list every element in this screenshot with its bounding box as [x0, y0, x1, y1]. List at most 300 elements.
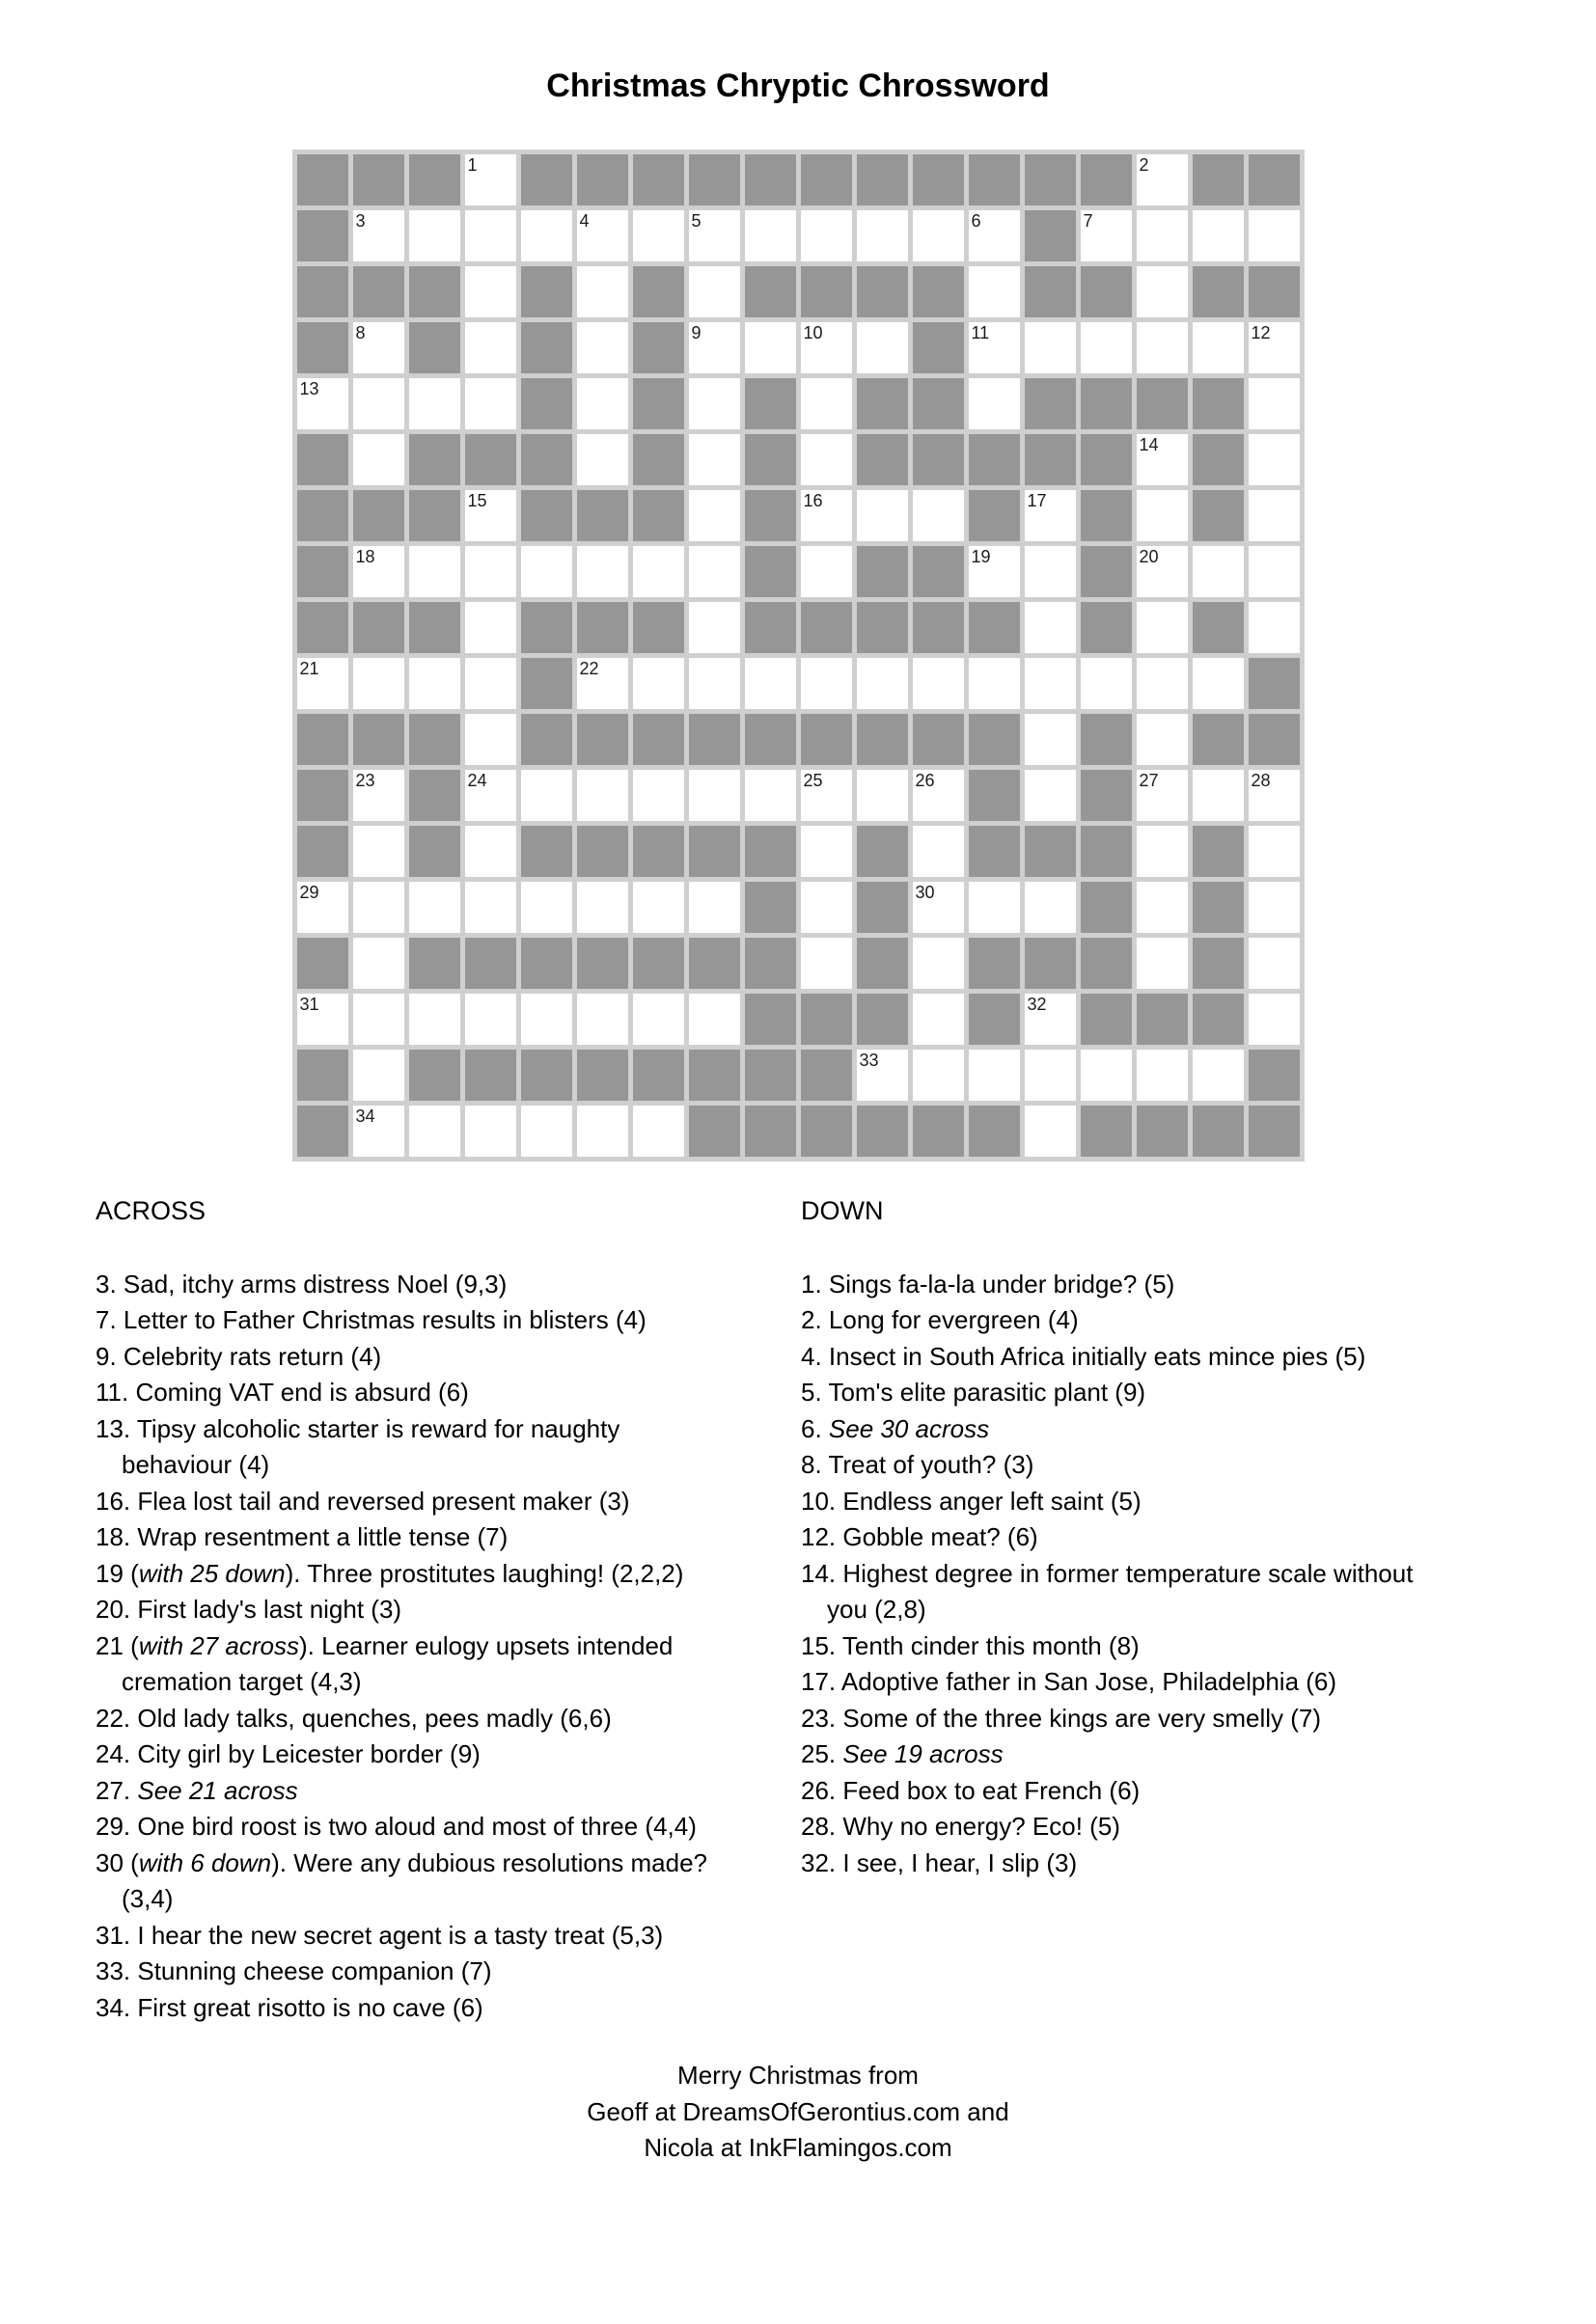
open-cell[interactable] — [1025, 658, 1076, 709]
open-cell[interactable] — [1025, 714, 1076, 765]
open-cell[interactable] — [801, 490, 852, 541]
cell-number: 1 — [467, 155, 478, 175]
open-cell[interactable] — [577, 770, 628, 821]
blocked-cell — [745, 994, 796, 1045]
open-cell[interactable] — [1025, 322, 1076, 373]
open-cell[interactable] — [353, 994, 404, 1045]
open-cell[interactable] — [521, 770, 572, 821]
open-cell[interactable] — [801, 210, 852, 261]
open-cell[interactable] — [577, 882, 628, 933]
open-cell[interactable] — [353, 938, 404, 989]
blocked-cell — [913, 322, 964, 373]
open-cell[interactable] — [801, 378, 852, 429]
open-cell[interactable] — [913, 658, 964, 709]
blocked-cell — [1081, 770, 1132, 821]
blocked-cell — [1249, 1106, 1300, 1157]
open-cell[interactable] — [1025, 882, 1076, 933]
open-cell[interactable] — [521, 210, 572, 261]
blocked-cell — [969, 938, 1020, 989]
open-cell[interactable] — [857, 658, 908, 709]
open-cell[interactable] — [1025, 1050, 1076, 1101]
open-cell[interactable] — [465, 994, 516, 1045]
blocked-cell — [745, 1106, 796, 1157]
open-cell[interactable] — [577, 1106, 628, 1157]
open-cell[interactable] — [353, 1106, 404, 1157]
down-clue-list — [801, 1267, 1596, 1882]
cell-number: 14 — [1139, 435, 1159, 454]
open-cell[interactable] — [465, 1106, 516, 1157]
blocked-cell — [465, 1050, 516, 1101]
open-cell[interactable] — [1193, 770, 1244, 821]
clue-text: 8. Treat of youth? (3) — [801, 1450, 1034, 1479]
open-cell[interactable] — [297, 994, 348, 1045]
blocked-cell — [521, 714, 572, 765]
open-cell[interactable] — [465, 882, 516, 933]
open-cell[interactable] — [1025, 770, 1076, 821]
open-cell[interactable] — [689, 322, 740, 373]
open-cell[interactable] — [857, 1050, 908, 1101]
clue-text: ). Were any dubious resolutions made? — [271, 1847, 708, 1877]
clue-line — [96, 1375, 801, 1411]
open-cell[interactable] — [1137, 714, 1188, 765]
blocked-cell — [521, 490, 572, 541]
cell-number: 30 — [915, 883, 935, 902]
open-cell[interactable] — [689, 602, 740, 653]
open-cell[interactable] — [521, 882, 572, 933]
open-cell[interactable] — [633, 770, 684, 821]
open-cell[interactable] — [689, 490, 740, 541]
open-cell[interactable] — [913, 882, 964, 933]
open-cell[interactable] — [1025, 1106, 1076, 1157]
open-cell[interactable] — [1081, 1050, 1132, 1101]
open-cell[interactable] — [689, 210, 740, 261]
open-cell[interactable] — [1081, 210, 1132, 261]
open-cell[interactable] — [1249, 210, 1300, 261]
open-cell[interactable] — [801, 882, 852, 933]
open-cell[interactable] — [577, 322, 628, 373]
blocked-cell — [1081, 1106, 1132, 1157]
blocked-cell — [745, 602, 796, 653]
open-cell[interactable] — [1249, 490, 1300, 541]
open-cell[interactable] — [689, 994, 740, 1045]
open-cell[interactable] — [1249, 602, 1300, 653]
open-cell[interactable] — [857, 770, 908, 821]
blocked-cell — [577, 490, 628, 541]
open-cell[interactable] — [1137, 658, 1188, 709]
open-cell[interactable] — [577, 546, 628, 597]
open-cell[interactable] — [1137, 826, 1188, 877]
open-cell[interactable] — [353, 770, 404, 821]
open-cell[interactable] — [1137, 938, 1188, 989]
open-cell[interactable] — [689, 266, 740, 317]
blocked-cell — [745, 434, 796, 485]
open-cell[interactable] — [409, 378, 460, 429]
open-cell[interactable] — [465, 322, 516, 373]
blocked-cell — [633, 1050, 684, 1101]
open-cell[interactable] — [689, 378, 740, 429]
blocked-cell — [409, 322, 460, 373]
open-cell[interactable] — [745, 770, 796, 821]
clue-text: 16. Flea lost tail and reversed present maker (3) — [96, 1486, 630, 1516]
clue-line — [96, 1954, 801, 1990]
open-cell[interactable] — [409, 210, 460, 261]
open-cell[interactable] — [745, 658, 796, 709]
open-cell[interactable] — [1137, 882, 1188, 933]
clue-line — [801, 1773, 1596, 1810]
blocked-cell — [297, 546, 348, 597]
clue-text: 9. Celebrity rats return (4) — [96, 1341, 382, 1371]
cell-number: 32 — [1027, 995, 1047, 1014]
open-cell[interactable] — [913, 210, 964, 261]
clue-line — [96, 1664, 801, 1701]
blocked-cell — [297, 266, 348, 317]
cell-number: 5 — [691, 211, 702, 231]
open-cell[interactable] — [353, 826, 404, 877]
blocked-cell — [1025, 210, 1076, 261]
clue-text: 33. Stunning cheese companion (7) — [96, 1956, 492, 1985]
open-cell[interactable] — [409, 658, 460, 709]
open-cell[interactable] — [801, 938, 852, 989]
clue-line — [96, 1339, 801, 1376]
open-cell[interactable] — [1249, 434, 1300, 485]
blocked-cell — [1025, 826, 1076, 877]
blocked-cell — [577, 938, 628, 989]
open-cell[interactable] — [297, 658, 348, 709]
cell-number: 20 — [1139, 547, 1159, 566]
open-cell[interactable] — [1249, 546, 1300, 597]
open-cell[interactable] — [521, 994, 572, 1045]
blocked-cell — [745, 154, 796, 205]
blocked-cell — [857, 434, 908, 485]
blocked-cell — [745, 266, 796, 317]
open-cell[interactable] — [521, 546, 572, 597]
open-cell[interactable] — [969, 546, 1020, 597]
open-cell[interactable] — [801, 770, 852, 821]
blocked-cell — [1193, 994, 1244, 1045]
blocked-cell — [689, 714, 740, 765]
open-cell[interactable] — [689, 882, 740, 933]
clue-line — [96, 1411, 801, 1448]
open-cell[interactable] — [1193, 210, 1244, 261]
blocked-cell — [1249, 1050, 1300, 1101]
down-header: DOWN — [801, 1196, 884, 1225]
cell-number: 15 — [467, 491, 487, 510]
blocked-cell — [521, 826, 572, 877]
open-cell[interactable] — [913, 938, 964, 989]
open-cell[interactable] — [689, 770, 740, 821]
open-cell[interactable] — [633, 994, 684, 1045]
open-cell[interactable] — [857, 322, 908, 373]
blocked-cell — [297, 602, 348, 653]
open-cell[interactable] — [1081, 322, 1132, 373]
blocked-cell — [633, 266, 684, 317]
open-cell[interactable] — [465, 826, 516, 877]
open-cell[interactable] — [633, 882, 684, 933]
clue-text: 25. — [801, 1739, 843, 1768]
blocked-cell — [353, 602, 404, 653]
cell-number: 11 — [971, 323, 990, 342]
clue-cross-reference: See 19 across — [842, 1739, 1004, 1768]
blocked-cell — [913, 434, 964, 485]
blocked-cell — [857, 602, 908, 653]
blocked-cell — [297, 322, 348, 373]
blocked-cell — [857, 882, 908, 933]
open-cell[interactable] — [1025, 546, 1076, 597]
blocked-cell — [409, 826, 460, 877]
open-cell[interactable] — [969, 378, 1020, 429]
open-cell[interactable] — [801, 434, 852, 485]
open-cell[interactable] — [409, 994, 460, 1045]
open-cell[interactable] — [857, 210, 908, 261]
open-cell[interactable] — [1137, 1050, 1188, 1101]
open-cell[interactable] — [1249, 882, 1300, 933]
cell-number: 25 — [803, 771, 823, 790]
open-cell[interactable] — [1137, 770, 1188, 821]
clue-line — [96, 1267, 801, 1303]
blocked-cell — [1081, 938, 1132, 989]
blocked-cell — [409, 602, 460, 653]
clue-text: 29. One bird roost is two aloud and most of three (4,4) — [96, 1812, 697, 1841]
clue-text: 10. Endless anger left saint (5) — [801, 1486, 1142, 1516]
blocked-cell — [969, 826, 1020, 877]
open-cell[interactable] — [465, 770, 516, 821]
open-cell[interactable] — [633, 658, 684, 709]
open-cell[interactable] — [1137, 602, 1188, 653]
open-cell[interactable] — [1081, 658, 1132, 709]
open-cell[interactable] — [913, 770, 964, 821]
blocked-cell — [521, 154, 572, 205]
open-cell[interactable] — [577, 210, 628, 261]
blocked-cell — [353, 266, 404, 317]
blocked-cell — [969, 1106, 1020, 1157]
clue-line — [801, 1411, 1596, 1448]
cell-number: 23 — [355, 771, 375, 790]
blocked-cell — [633, 714, 684, 765]
blocked-cell — [1081, 378, 1132, 429]
open-cell[interactable] — [969, 882, 1020, 933]
open-cell[interactable] — [1193, 658, 1244, 709]
open-cell[interactable] — [801, 322, 852, 373]
open-cell[interactable] — [1025, 994, 1076, 1045]
open-cell[interactable] — [633, 546, 684, 597]
open-cell[interactable] — [913, 1050, 964, 1101]
blocked-cell — [521, 322, 572, 373]
blocked-cell — [801, 154, 852, 205]
open-cell[interactable] — [409, 882, 460, 933]
cell-number: 34 — [355, 1107, 375, 1126]
blocked-cell — [1081, 994, 1132, 1045]
cell-number: 21 — [299, 659, 319, 678]
blocked-cell — [521, 266, 572, 317]
open-cell[interactable] — [577, 658, 628, 709]
footer-line: Merry Christmas from — [677, 2061, 919, 2090]
open-cell[interactable] — [1249, 378, 1300, 429]
clue-text: ). Learner eulogy upsets intended — [299, 1630, 674, 1660]
open-cell[interactable] — [465, 154, 516, 205]
open-cell[interactable] — [969, 322, 1020, 373]
open-cell[interactable] — [913, 490, 964, 541]
open-cell[interactable] — [1249, 770, 1300, 821]
open-cell[interactable] — [409, 546, 460, 597]
open-cell[interactable] — [353, 434, 404, 485]
open-cell[interactable] — [913, 826, 964, 877]
clue-text: 31. I hear the new secret agent is a tasty treat (5,3) — [96, 1920, 664, 1950]
open-cell[interactable] — [1249, 938, 1300, 989]
open-cell[interactable] — [1137, 490, 1188, 541]
open-cell[interactable] — [353, 210, 404, 261]
clue-line — [96, 1628, 801, 1665]
clue-line — [96, 1918, 801, 1955]
open-cell[interactable] — [1137, 434, 1188, 485]
blocked-cell — [297, 490, 348, 541]
open-cell[interactable] — [969, 210, 1020, 261]
open-cell[interactable] — [465, 490, 516, 541]
open-cell[interactable] — [353, 882, 404, 933]
clue-text: 12. Gobble meat? (6) — [801, 1522, 1038, 1551]
open-cell[interactable] — [465, 546, 516, 597]
blocked-cell — [857, 714, 908, 765]
open-cell[interactable] — [689, 434, 740, 485]
open-cell[interactable] — [465, 266, 516, 317]
blocked-cell — [1025, 378, 1076, 429]
clue-text: 14. Highest degree in former temperature scale without — [801, 1558, 1414, 1588]
open-cell[interactable] — [1137, 154, 1188, 205]
open-cell[interactable] — [465, 210, 516, 261]
cell-number: 19 — [971, 547, 991, 566]
clue-line — [801, 1664, 1596, 1701]
clue-line — [801, 1846, 1596, 1882]
blocked-cell — [1081, 714, 1132, 765]
blocked-cell — [297, 1106, 348, 1157]
blocked-cell — [1193, 490, 1244, 541]
blocked-cell — [409, 938, 460, 989]
blocked-cell — [1249, 266, 1300, 317]
blocked-cell — [1081, 490, 1132, 541]
open-cell[interactable] — [1137, 266, 1188, 317]
blocked-cell — [1081, 826, 1132, 877]
open-cell[interactable] — [521, 1106, 572, 1157]
blocked-cell — [689, 826, 740, 877]
open-cell[interactable] — [801, 658, 852, 709]
open-cell[interactable] — [353, 658, 404, 709]
open-cell[interactable] — [1137, 546, 1188, 597]
open-cell[interactable] — [969, 1050, 1020, 1101]
open-cell[interactable] — [689, 658, 740, 709]
open-cell[interactable] — [801, 826, 852, 877]
open-cell[interactable] — [297, 882, 348, 933]
open-cell[interactable] — [801, 546, 852, 597]
blocked-cell — [521, 938, 572, 989]
open-cell[interactable] — [353, 378, 404, 429]
open-cell[interactable] — [353, 546, 404, 597]
down-section — [801, 1193, 1596, 1881]
open-cell[interactable] — [633, 1106, 684, 1157]
clue-line — [96, 1447, 801, 1484]
blocked-cell — [857, 938, 908, 989]
blocked-cell — [409, 154, 460, 205]
open-cell[interactable] — [969, 266, 1020, 317]
open-cell[interactable] — [577, 994, 628, 1045]
blocked-cell — [297, 714, 348, 765]
blocked-cell — [1193, 154, 1244, 205]
blocked-cell — [745, 546, 796, 597]
open-cell[interactable] — [1193, 322, 1244, 373]
blocked-cell — [745, 490, 796, 541]
open-cell[interactable] — [1249, 826, 1300, 877]
blocked-cell — [1193, 826, 1244, 877]
clue-text: 34. First great risotto is no cave (6) — [96, 1992, 483, 2022]
blocked-cell — [297, 826, 348, 877]
across-header: ACROSS — [96, 1196, 206, 1225]
clue-line — [96, 1302, 801, 1339]
blocked-cell — [689, 154, 740, 205]
open-cell[interactable] — [1025, 490, 1076, 541]
blocked-cell — [521, 434, 572, 485]
open-cell[interactable] — [1249, 322, 1300, 373]
blocked-cell — [633, 434, 684, 485]
blocked-cell — [969, 490, 1020, 541]
open-cell[interactable] — [745, 322, 796, 373]
open-cell[interactable] — [465, 658, 516, 709]
blocked-cell — [969, 602, 1020, 653]
open-cell[interactable] — [1025, 602, 1076, 653]
blocked-cell — [297, 434, 348, 485]
open-cell[interactable] — [689, 546, 740, 597]
open-cell[interactable] — [857, 490, 908, 541]
clue-text: cremation target (4,3) — [122, 1667, 362, 1696]
cell-number: 26 — [915, 771, 935, 790]
clue-line — [96, 1846, 801, 1882]
open-cell[interactable] — [353, 322, 404, 373]
across-section — [96, 1193, 801, 2026]
open-cell[interactable] — [1193, 546, 1244, 597]
footer-message — [0, 2058, 1596, 2167]
clue-line — [801, 1809, 1596, 1846]
cell-number: 16 — [803, 491, 823, 510]
open-cell[interactable] — [1137, 210, 1188, 261]
open-cell[interactable] — [1249, 994, 1300, 1045]
open-cell[interactable] — [353, 1050, 404, 1101]
clue-text: 2. Long for evergreen (4) — [801, 1305, 1079, 1334]
open-cell[interactable] — [969, 658, 1020, 709]
open-cell[interactable] — [465, 378, 516, 429]
cell-number: 4 — [579, 211, 590, 231]
open-cell[interactable] — [913, 994, 964, 1045]
clue-text: 26. Feed box to eat French (6) — [801, 1775, 1141, 1805]
blocked-cell — [1193, 266, 1244, 317]
clue-line — [96, 1773, 801, 1810]
open-cell[interactable] — [577, 266, 628, 317]
open-cell[interactable] — [465, 602, 516, 653]
cell-number: 18 — [355, 547, 375, 566]
open-cell[interactable] — [1193, 1050, 1244, 1101]
blocked-cell — [1193, 882, 1244, 933]
open-cell[interactable] — [577, 434, 628, 485]
open-cell[interactable] — [409, 1106, 460, 1157]
open-cell[interactable] — [465, 714, 516, 765]
open-cell[interactable] — [1137, 322, 1188, 373]
open-cell[interactable] — [297, 378, 348, 429]
open-cell[interactable] — [633, 210, 684, 261]
clue-line — [801, 1519, 1596, 1556]
blocked-cell — [577, 154, 628, 205]
open-cell[interactable] — [745, 210, 796, 261]
blocked-cell — [745, 938, 796, 989]
clue-text: (3,4) — [122, 1884, 174, 1913]
blocked-cell — [969, 154, 1020, 205]
open-cell[interactable] — [577, 378, 628, 429]
blocked-cell — [801, 1106, 852, 1157]
